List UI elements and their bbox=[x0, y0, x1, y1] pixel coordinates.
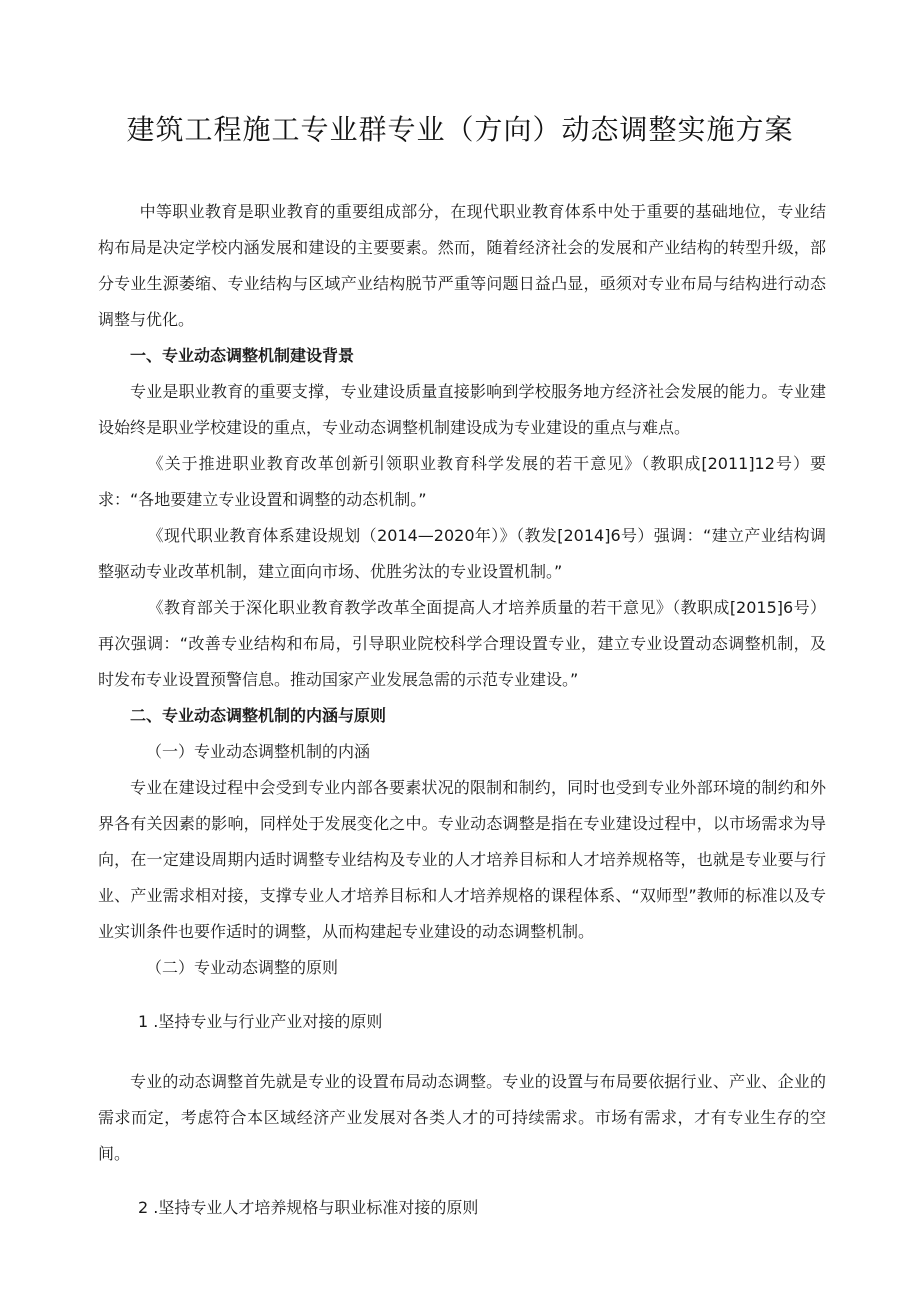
citation-1: 《关于推进职业教育改革创新引领职业教育科学发展的若干意见》（教职成[2011]12号）要求：“各地要建立专业设置和调整的动态机制。” bbox=[98, 454, 826, 509]
principle-item-2: 2 .坚持专业人才培养规格与职业标准对接的原则 bbox=[138, 1198, 479, 1217]
section-heading-2: 二、专业动态调整机制的内涵与原则 bbox=[130, 706, 387, 725]
section2-paragraph-2: 专业的动态调整首先就是专业的设置布局动态调整。专业的设置与布局要依据行业、产业、企业的需求而定，考虑符合本区域经济产业发展对各类人才的可持续需求。市场有需求，才有专业生存的空间。 bbox=[98, 1072, 826, 1163]
document-body bbox=[98, 194, 826, 1226]
citation-3: 《教育部关于深化职业教育教学改革全面提高人才培养质量的若干意见》（教职成[2015]6号）再次强调：“改善专业结构和布局，引导职业院校科学合理设置专业，建立专业设置动态调整机制，及时发布专业设置预警信息。推动国家产业发展急需的示范专业建设。” bbox=[98, 598, 826, 689]
spacer bbox=[98, 1040, 826, 1064]
intro-paragraph: 中等职业教育是职业教育的重要组成部分，在现代职业教育体系中处于重要的基础地位，专业结构布局是决定学校内涵发展和建设的主要要素。然而，随着经济社会的发展和产业结构的转型升级，部分专业生源萎缩、专业结构与区域产业结构脱节严重等问题日益凸显，亟须对专业布局与结构进行动态调整与优化。 bbox=[98, 202, 826, 329]
section1-paragraph: 专业是职业教育的重要支撑，专业建设质量直接影响到学校服务地方经济社会发展的能力。专业建设始终是职业学校建设的重点，专业动态调整机制建设成为专业建设的重点与难点。 bbox=[98, 382, 826, 437]
citation-2: 《现代职业教育体系建设规划（2014—2020年）》（教发[2014]6号）强调：“建立产业结构调整驱动专业改革机制，建立面向市场、优胜劣汰的专业设置机制。” bbox=[98, 526, 826, 581]
section-heading-1: 一、专业动态调整机制建设背景 bbox=[130, 346, 355, 365]
principle-item-1: 1 .坚持专业与行业产业对接的原则 bbox=[138, 1012, 383, 1031]
document-title: 建筑工程施工专业群专业（方向）动态调整实施方案 bbox=[126, 113, 794, 146]
spacer bbox=[98, 1172, 826, 1190]
spacer bbox=[98, 986, 826, 1004]
subsection-heading-2: （二）专业动态调整的原则 bbox=[146, 958, 339, 977]
section2-paragraph-1: 专业在建设过程中会受到专业内部各要素状况的限制和制约，同时也受到专业外部环境的制约和外界各有关因素的影响，同样处于发展变化之中。专业动态调整是指在专业建设过程中，以市场需求为导向，在一定建设周期内适时调整专业结构及专业的人才培养目标和人才培养规格等，也就是专业要与行业、产业需求相对接，支撑专业人才培养目标和人才培养规格的课程体系、“双师型”教师的标准以及专业实训条件也要作适时的调整，从而构建起专业建设的动态调整机制。 bbox=[98, 778, 826, 941]
subsection-heading-1: （一）专业动态调整机制的内涵 bbox=[146, 742, 371, 761]
